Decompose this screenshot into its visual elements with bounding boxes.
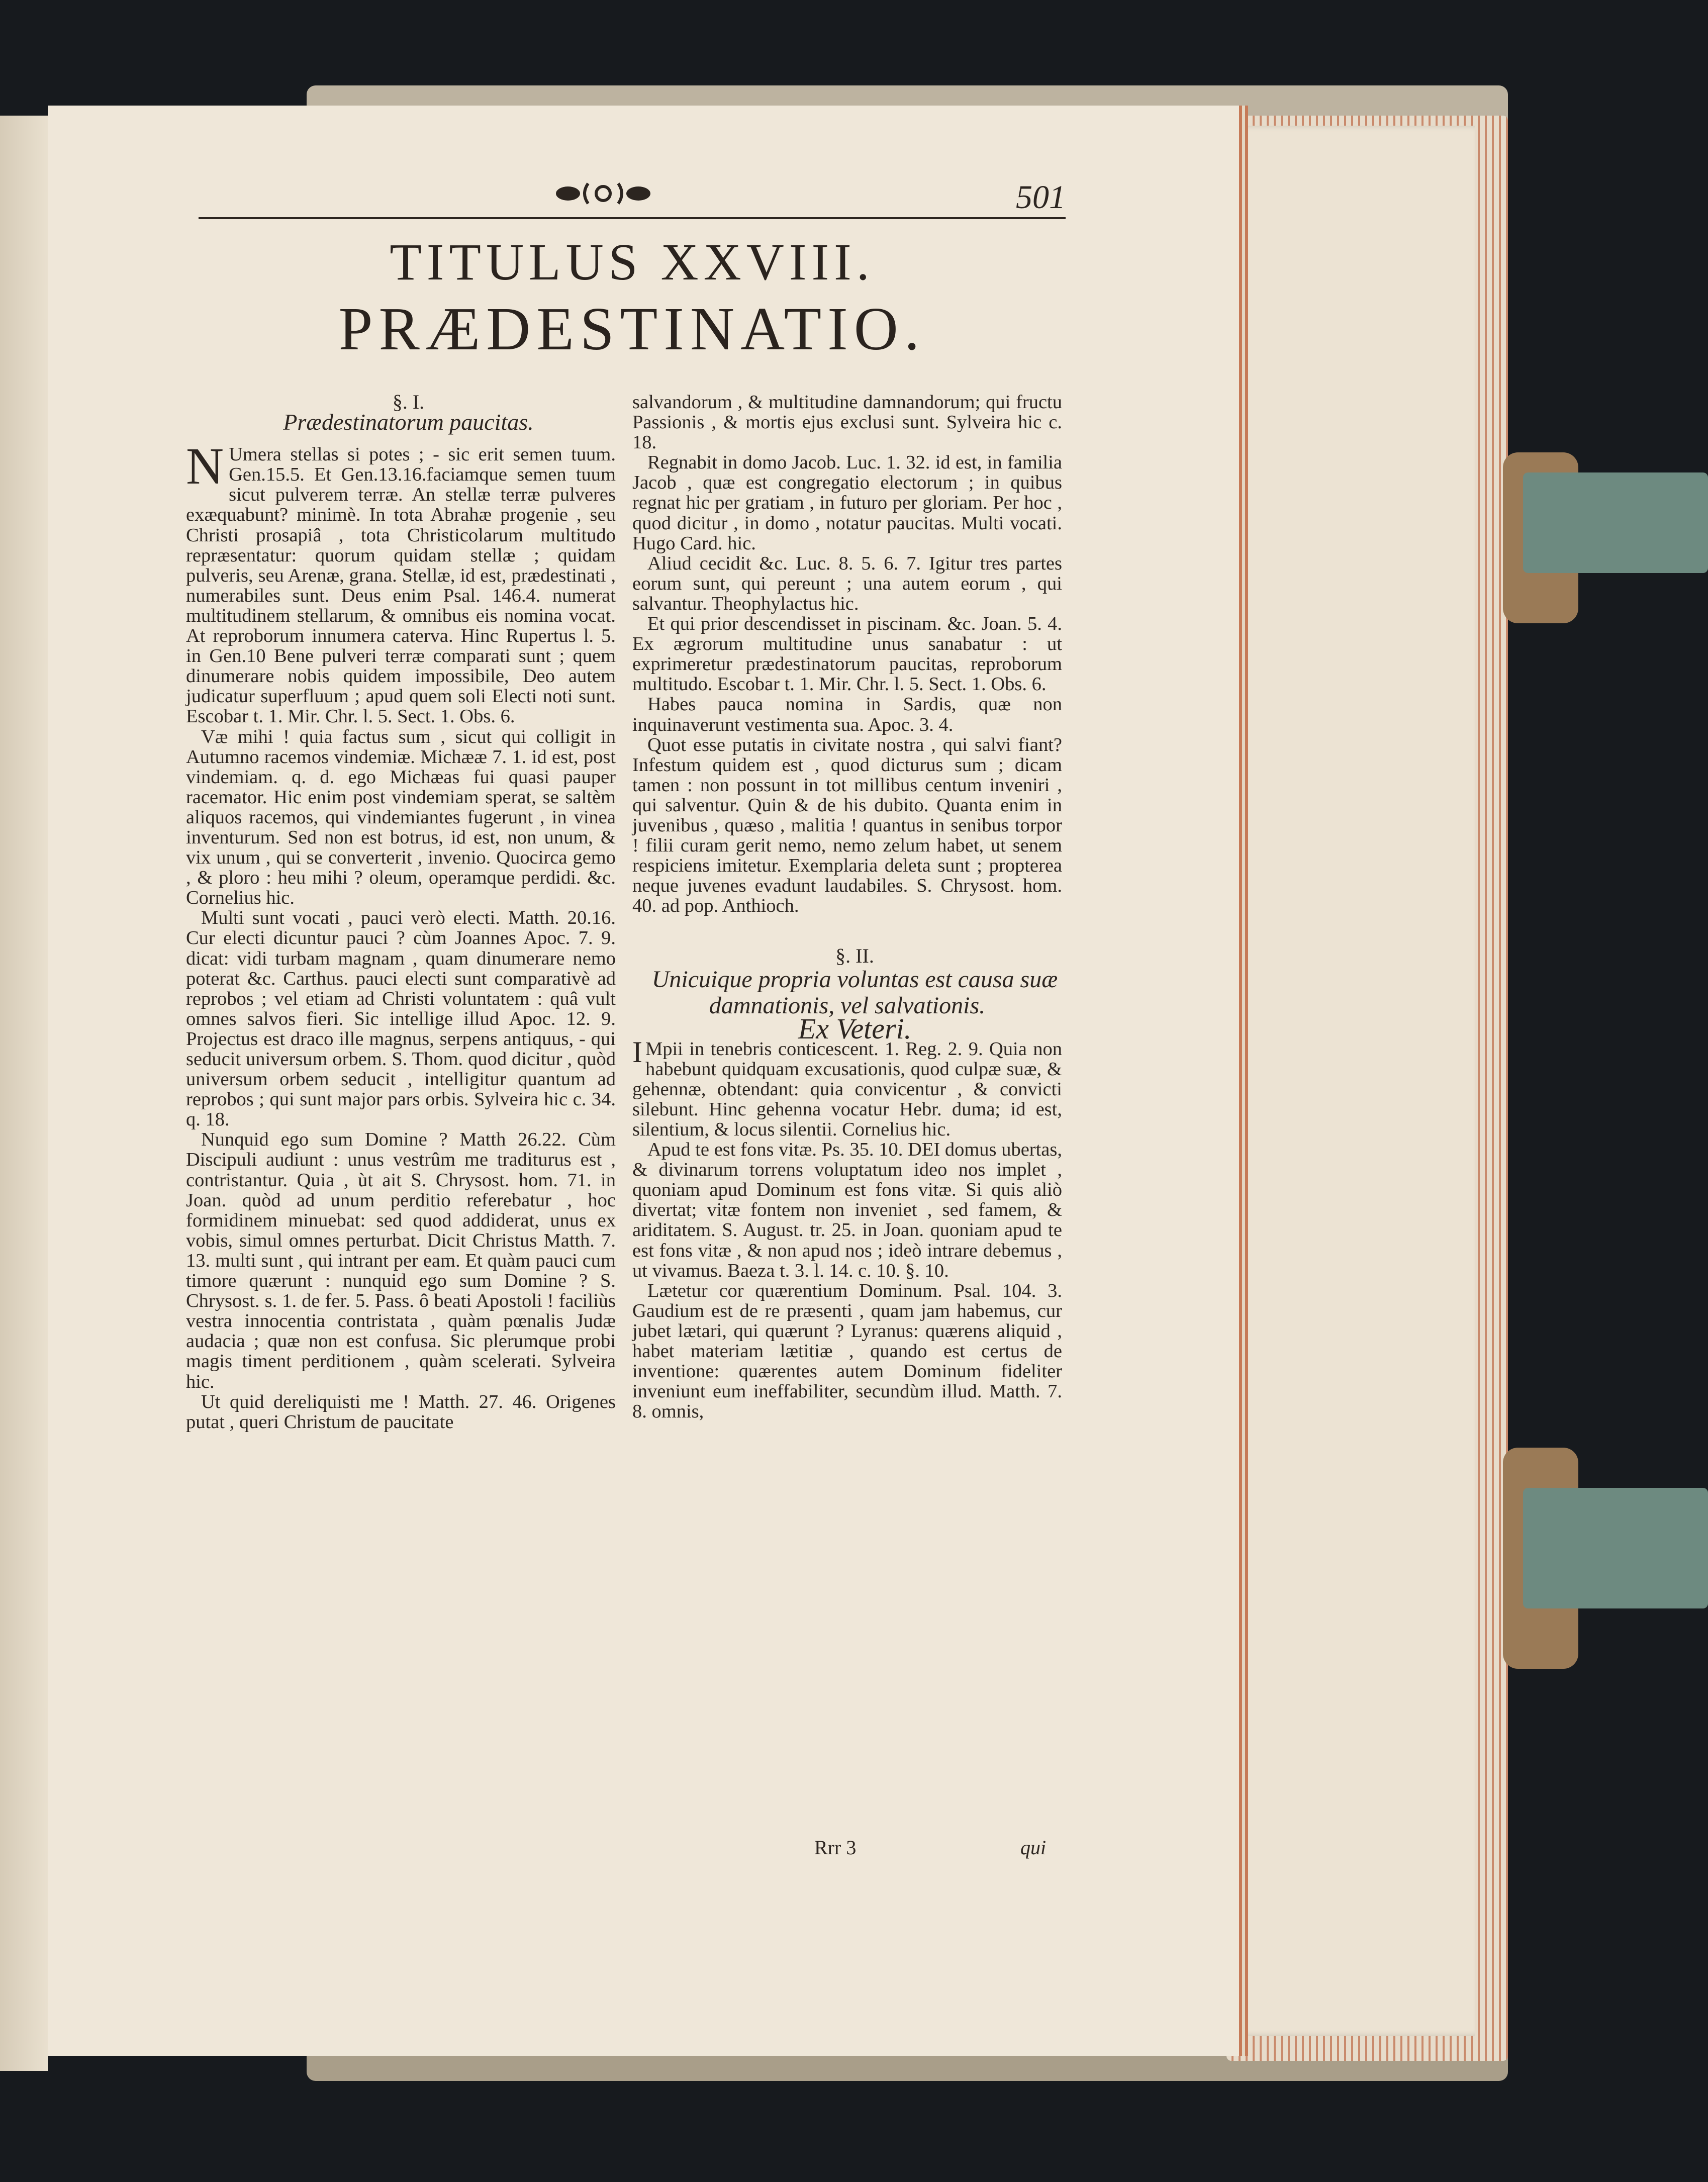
leaf-stack [1237,126,1475,2036]
title-heading: TITULUS XXVIII. [390,233,875,291]
section-heading: Unicuique propria voluntas est causa suæ damnationis, vel salvationis. [651,966,1058,1019]
paragraph: Nunquid ego sum Domine ? Matth 26.22. Cùm Discipuli audiunt : unus vestrûm me traditurus est , contristantur. Quia , ùt ait S. Chrysost. hom. 71. in Joan. quòd ad unum perditio referebatur , hoc formidinem minuebat: sed quod addiderat, unus ex vobis, simul omnes perturbat. Dicit Christus Matth. 7. 13. multi sunt , qui intrant per eam. Et quàm pauci cum timore quærunt : nunquid ego sum Domine ? S. Chrysost. s. 1. de fer. 5. Pass. ô beati Apostoli ! faciliùs vestra innocentia contristata , quàm pœnalis Judæ audacia ; quæ non est confusa. Sic plerumque probi magis timent perditionem , quàm scelerati. Sylveira hic. [186,1129,616,1392]
section-heading: Prædestinatorum paucitas. [283,409,534,435]
drop-cap: I [632,1035,642,1069]
drop-cap: N [186,437,224,496]
page-number: 501 [1016,179,1066,216]
header-rule [199,217,1066,219]
paragraph: Habes pauca nomina in Sardis, quæ non inquinaverunt vestimenta sua. Apoc. 3. 4. [632,694,1062,735]
catchword: qui [1020,1836,1047,1859]
paragraph: Et qui prior descendisset in piscinam. &c. Joan. 5. 4. Ex ægrorum multitudine unus sanabatur : ut exprimeretur prædestinatorum paucitas, reproborum multitudo. Escobar t. 1. Mir. Chr. l. 5. Sect. 1. Obs. 6. [632,613,1062,695]
paragraph: I Mpii in tenebris conticescent. 1. Reg. 2. 9. Quia non habebunt quidquam excusationis, quod culpæ suæ, & gehennæ, obtendant: quia convicentur , & convicti silebunt. Hinc gehenna vocatur Hebr. duma; id est, silentium, & locus silentii. Cornelius hic. [632,1035,1062,1140]
section-number: §. II. [835,944,874,968]
paragraph: Quot esse putatis in civitate nostra , qui salvi fiant? Infestum quidem est , quod dicturus sum ; dicam tamen : non possunt in tot millibus centum inveniri , qui salventur. Quin & de his dubito. Quanta enim in juvenibus , quæso , malitia ! quantus in senibus torpor ! filii curam gerit nemo, nemo zelum habet, ut senem respiciens imitetur. Exemplaria deleta sunt ; propterea neque juvenes evadunt laudabiles. S. Chrysost. hom. 40. ad pop. Anthioch. [632,734,1062,917]
paragraph: N Umera stellas si potes ; - sic erit semen tuum. Gen.15.5. Et Gen.13.16.faciamque semen tuum sicut pulverem terræ. An stellæ terræ pulveres exæquabunt? minimè. In tota Abrahæ progenie , seu Christi prosapiâ , tota Christicolarum multitudo repræsentatur: quorum quidam stellæ ; quidam pulveris, seu Arenæ, grana. Stellæ, id est, prædestinati , numerabiles sunt. Deus enim Psal. 146.4. numerat multitudinem stellarum, & omnibus eis nomina vocat. At reproborum innumera caterva. Hinc Rupertus l. 5. in Gen.10 Bene pulveri terræ comparati sunt ; quem dinumerare nobis quidem impossibile, Deo autem judicatur superfluum ; apud quem soli Electi noti sunt. Escobar t. 1. Mir. Chr. l. 5. Sect. 1. Obs. 6. [186,437,616,727]
paragraph: Væ mihi ! quia factus sum , sicut qui colligit in Autumno racemos vindemiæ. Michææ 7. 1. id est, post vindemiam. q. d. ego Michæas fui quasi pauper racemator. Hic enim post vindemiam sperat, se saltèm aliquos racemos, qui vindemiantes fugerunt , in vinea inventurum. Sed non est botrus, id est, non unum, & vix unum , qui se converterit , invenio. Quocirca gemo , & ploro : heu mihi ? oleum, operamque perdidi. &c. Cornelius hic. [186,726,616,909]
printer-ornament-icon [553,178,653,209]
lower-clasp-strap [1523,1488,1708,1608]
paragraph: Regnabit in domo Jacob. Luc. 1. 32. id est, in familia Jacob , quæ est congregatio electorum ; in quibus regnat hic per gratiam , in futuro per gloriam. Per hoc , quod dicitur , in domo , notatur paucitas. Multi vocati. Hugo Card. hic. [632,452,1062,554]
paragraph: Apud te est fons vitæ. Ps. 35. 10. DEI domus ubertas, & divinarum torrens voluptatum ideo nos implet , quoniam apud Dominum est fons vitæ. Si quis aliò divertat; vitæ fontem non inveniet , sed famem, & ariditatem. S. August. tr. 25. in Joan. quoniam apud te est fons vitæ , & non apud nos ; ideò intrare debemus , ut vivamus. Baeza t. 3. l. 14. c. 10. §. 10. [632,1139,1062,1281]
upper-clasp-strap [1523,472,1708,573]
paragraph: Lætetur cor quærentium Dominum. Psal. 104. 3. Gaudium est de re præsenti , quam jam habemus, cur jubet lætari, qui quærunt ? Lyranus: quærens aliquid , habet materiam lætitiæ , quando est certus de inventione: quærentes autem Dominum fideliter inveniunt eum ineffabiliter, secundùm illud. Matth. 7. 8. omnis, [632,1280,1062,1422]
section-number: §. I. [392,391,425,413]
paragraph: salvandorum , & multitudine damnandorum; qui fructu Passionis , & mortis ejus exclusi sunt. Sylveira hic c. 18. [632,392,1062,453]
main-title: PRÆDESTINATIO. [338,295,926,363]
left-page-edge [0,116,48,2071]
right-column [632,392,1062,1421]
subsection-heading: Ex Veteri. [798,1012,912,1045]
signature-mark: Rrr 3 [814,1836,857,1859]
paragraph: Multi sunt vocati , pauci verò electi. Matth. 20.16. Cur electi dicuntur pauci ? cùm Joannes Apoc. 7. 9. dicat: vidi turbam magnam , quam dinumerare nemo poterat &c. Carthus. pauci electi sunt comparativè ad reprobos ; vel etiam ad Christi voluntatem : quâ vult omnes salvos fieri. Sic intellige illud Apoc. 12. 9. Projectus est draco ille magnus, serpens antiquus, - qui seducit universum orbem. S. Thom. quod dicitur , quòd universum orbem seducit , intelligitur quantum ad reprobos ; qui sunt major pars orbis. Sylveira hic c. 34. q. 18. [186,907,616,1130]
paragraph: Aliud cecidit &c. Luc. 8. 5. 6. 7. Igitur tres partes eorum sunt, qui pereunt ; una autem eorum , qui salvantur. Theophylactus hic. [632,552,1062,614]
left-column [186,392,616,1432]
paragraph: Ut quid dereliquisti me ! Matth. 27. 46. Origenes putat , queri Christum de paucitate [186,1391,616,1433]
